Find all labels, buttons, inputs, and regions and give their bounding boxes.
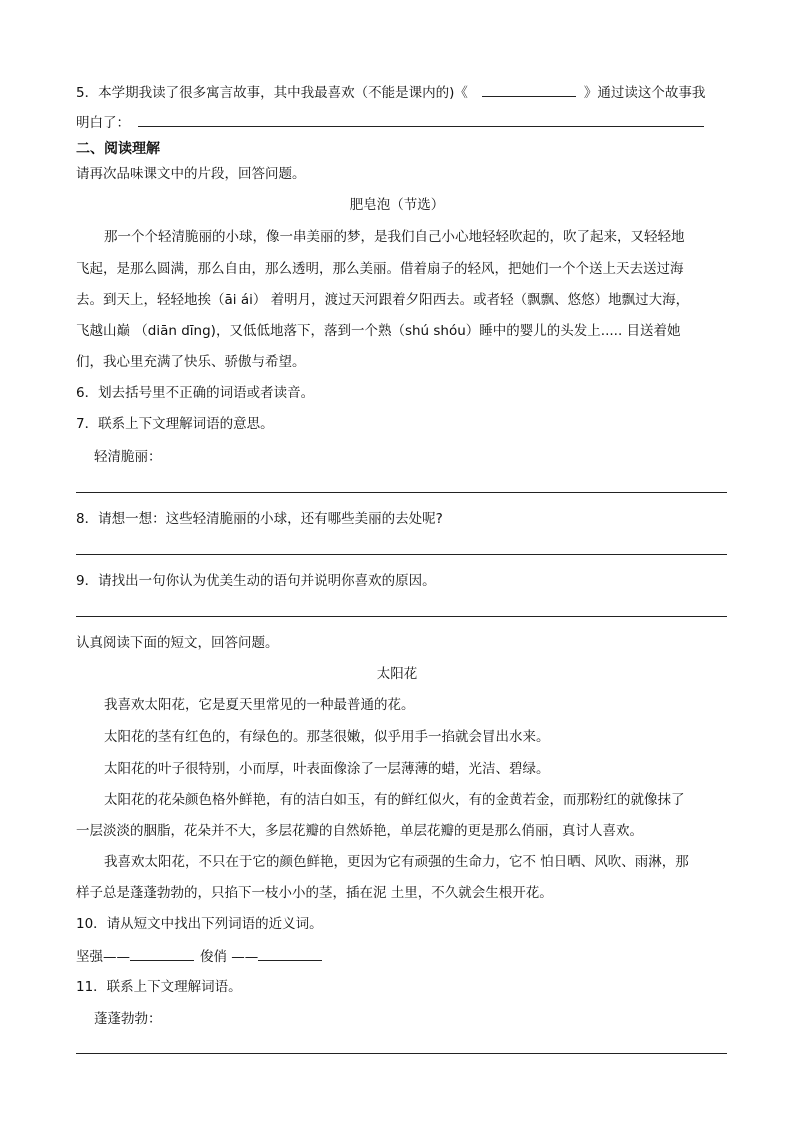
passage-2-paragraph: 我喜欢太阳花，不只在于它的颜色鲜艳，更因为它有顽强的生命力，它不 怕日晒、风吹、雨淋，那 bbox=[104, 854, 689, 870]
question-10: 10．请从短文中找出下列词语的近义词。 bbox=[76, 916, 323, 932]
question-5-line-1 bbox=[76, 82, 705, 103]
passage-2-paragraph: 我喜欢太阳花，它是夏天里常见的一种最普通的花。 bbox=[104, 697, 415, 713]
answer-line-9[interactable] bbox=[76, 616, 727, 617]
passage-1-line: 飞越山巅 （diān dīng)，又低低地落下，落到一个熟（shú shóu）睡中的婴儿的头发上..... 目送着她 bbox=[76, 323, 681, 339]
answer-line-11[interactable] bbox=[76, 1053, 727, 1054]
passage-2-paragraph: 太阳花的茎有红色的，有绿色的。那茎很嫩，似乎用手一掐就会冒出水来。 bbox=[104, 729, 550, 745]
question-5-text-b: 》通过读这个故事我 bbox=[583, 85, 706, 101]
question-5-understanding-label: 明白了： bbox=[76, 115, 130, 131]
passage-2-paragraph: 样子总是蓬蓬勃勃的，只掐下一枝小小的茎，插在泥 土里，不久就会生根开花。 bbox=[76, 885, 553, 901]
passage-2-paragraph: 一层淡淡的胭脂，花朵并不大，多层花瓣的自然娇艳，单层花瓣的更是那么俏丽，真讨人喜欢。 bbox=[76, 823, 643, 839]
question-5-line-2 bbox=[76, 112, 704, 133]
question-9: 9．请找出一句你认为优美生动的语句并说明你喜欢的原因。 bbox=[76, 573, 436, 589]
answer-line-8[interactable] bbox=[76, 554, 727, 555]
passage-1-line: 飞起，是那么圆满，那么自由，那么透明，那么美丽。借着扇子的轻风，把她们一个个送上天去送过海 bbox=[76, 261, 684, 277]
book-title-blank[interactable] bbox=[482, 82, 576, 97]
question-11: 11．联系上下文理解词语。 bbox=[76, 979, 242, 995]
answer-line-7[interactable] bbox=[76, 492, 727, 493]
question-7: 7．联系上下文理解词语的意思。 bbox=[76, 416, 274, 432]
passage-2-paragraph: 太阳花的叶子很特别，小而厚，叶表面像涂了一层薄薄的蜡，光洁、碧绿。 bbox=[104, 761, 550, 777]
passage-1-line: 们，我心里充满了快乐、骄傲与希望。 bbox=[76, 354, 306, 370]
question-5-text-a: 5．本学期我读了很多寓言故事，其中我最喜欢（不能是课内的)《 bbox=[76, 85, 468, 101]
passage-1-line: 去。到天上，轻轻地挨（āi ái） 着明月，渡过天河跟着夕阳西去。或者轻（飘飘、悠悠）地飘过大海， bbox=[76, 292, 690, 308]
section-title: 二、阅读理解 bbox=[76, 141, 160, 157]
synonym-blank-2[interactable] bbox=[258, 946, 322, 961]
synonym-word-1: 坚强—— bbox=[76, 949, 130, 965]
passage-2-title: 太阳花 bbox=[376, 666, 418, 682]
synonym-blank-1[interactable] bbox=[130, 946, 194, 961]
instruction-1: 请再次品味课文中的片段，回答问题。 bbox=[76, 166, 306, 182]
passage-2-paragraph: 太阳花的花朵颜色格外鲜艳，有的洁白如玉，有的鲜红似火，有的金黄若金，而那粉红的就像抹了 bbox=[104, 792, 685, 808]
instruction-2: 认真阅读下面的短文，回答问题。 bbox=[76, 635, 279, 651]
question-7-term: 轻清脆丽： bbox=[94, 449, 162, 465]
passage-1-line: 那一个个轻清脆丽的小球，像一串美丽的梦，是我们自己小心地轻轻吹起的，吹了起来，又轻轻地 bbox=[104, 229, 685, 245]
question-6: 6．划去括号里不正确的词语或者读音。 bbox=[76, 385, 315, 401]
understanding-blank[interactable] bbox=[138, 112, 704, 127]
question-11-term: 蓬蓬勃勃： bbox=[94, 1011, 162, 1027]
passage-1-title: 肥皂泡（节选） bbox=[349, 197, 445, 213]
synonym-word-2: 俊俏 —— bbox=[200, 949, 259, 965]
question-8: 8．请想一想：这些轻清脆丽的小球，还有哪些美丽的去处呢? bbox=[76, 511, 443, 527]
question-10-synonyms bbox=[76, 946, 322, 967]
